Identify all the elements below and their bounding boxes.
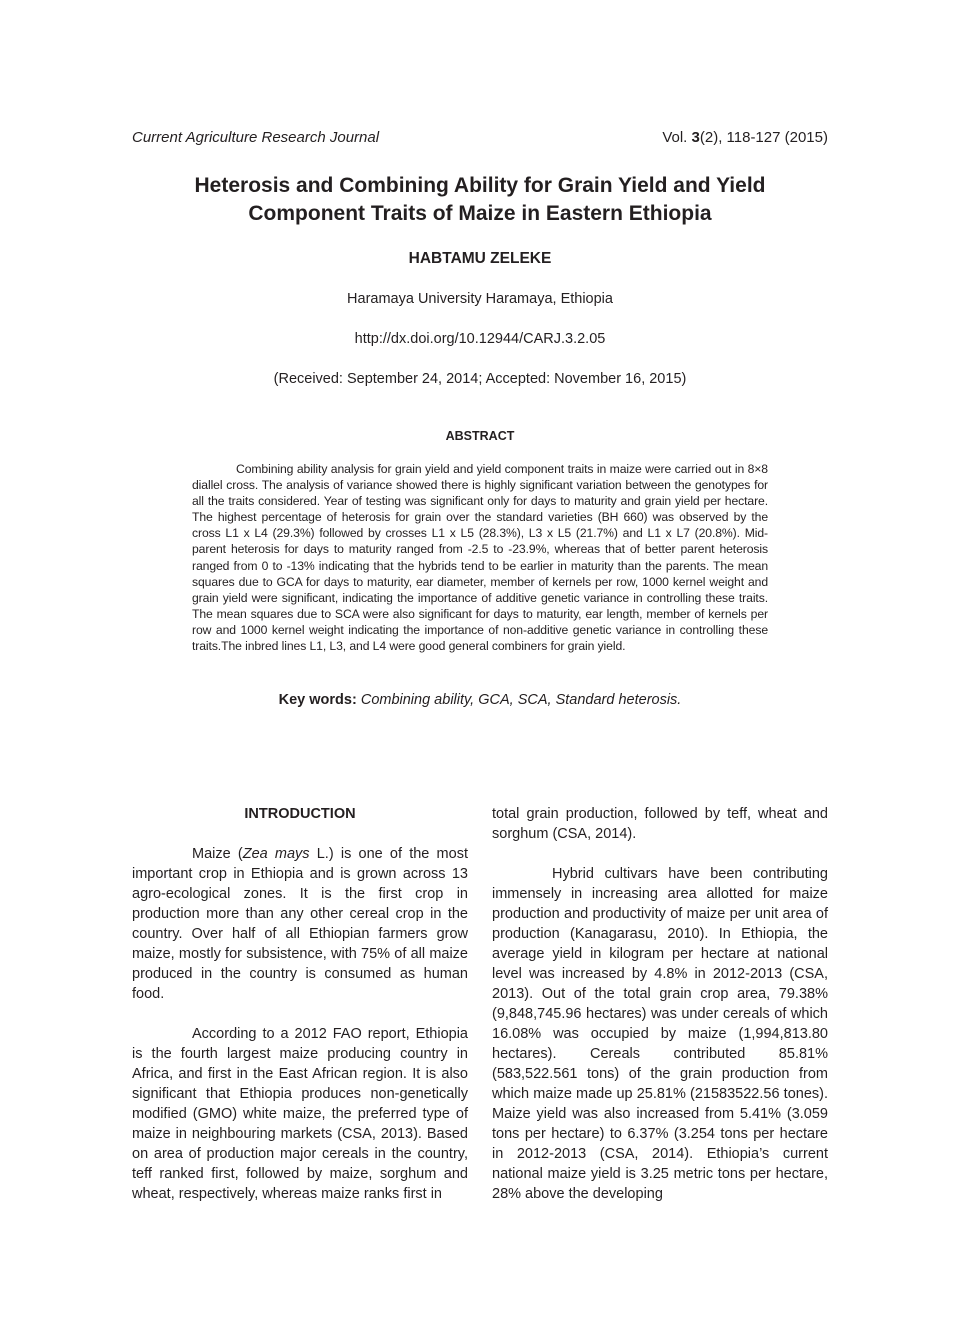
journal-name: Current Agriculture Research Journal xyxy=(132,129,380,146)
introduction-heading: INTRODUCTION xyxy=(244,806,356,822)
intro-paragraph-1-rest: L.) is one of the most important crop in Ethiopia and is grown across 13 agro-ecological zones. It is the first crop in production more than any other cereal crop in the country. Over half of all Ethiopian farmers grow maize, mostly for subsistence, with 75% of all maize produced in the country is consumed as human food. xyxy=(132,846,468,1002)
author-affiliation: Haramaya University Haramaya, Ethiopia xyxy=(347,291,613,307)
keywords xyxy=(0,692,960,708)
volume-number: 3 xyxy=(691,129,700,146)
intro-paragraph-1-start: Maize ( xyxy=(192,846,243,862)
intro-paragraph-2: According to a 2012 FAO report, Ethiopia is the fourth largest maize producing country in Africa, and first in the East African region. It is also significant that Ethiopia produces non-genetically modified (GMO) white maize, the preferred type of maize in neighbouring markets (CSA, 2013). Based on area of production major cereals in the country, teff ranked first, followed by maize, sorghum and wheat, respectively, whereas maize ranks first in xyxy=(132,1026,468,1202)
abstract-heading: ABSTRACT xyxy=(445,429,515,443)
intro-paragraph-2-continued: total grain production, followed by teff, wheat and sorghum (CSA, 2014). xyxy=(492,806,828,842)
intro-paragraph-3: Hybrid cultivars have been contributing immensely in increasing area allotted for maize production and productivity of maize per unit area of production (Kanagarasu, 2010). In Ethiopia, the average yield in kilogram per hectare at national level was increased by 4.8% in 2012-2013 (CSA, 2013). Out of the total grain crop area, 79.38% (9,848,745.96 hectares) was under cereals of which 16.08% was occupied by maize (1,994,813.80 hectares). Cereals contributed 85.81% (583,522.561 tons) of the grain production from which maize made up 25.81% (21583522.56 tones). Maize yield was also increased from 5.41% (3.059 tons per hectare) to 6.37% (3.254 tons per hectare in 2012-2013 (CSA, 2014). Ethiopia’s current national maize yield is 3.25 metric tons per hectare, 28% above the developing xyxy=(492,866,828,1202)
article-title-line-2: Component Traits of Maize in Eastern Ethiopia xyxy=(248,202,712,225)
volume-prefix: Vol. xyxy=(662,129,692,146)
article-title xyxy=(130,172,830,228)
left-column xyxy=(132,804,468,1204)
received-accepted-dates: (Received: September 24, 2014; Accepted: November 16, 2015) xyxy=(273,371,687,387)
species-name: Zea mays xyxy=(242,846,310,862)
abstract-body: Combining ability analysis for grain yield and yield component traits in maize were carried out in 8×8 diallel cross. The analysis of variance showed there is highly significant variation between the genotypes for all the traits considered. Year of testing was significant only for days to maturity and grain yield per hectare. The highest percentage of heterosis for grain over the standard varieties (BH 660) was observed by the cross L1 x L4 (29.3%) followed by crosses L1 x L5 (28.3%), L3 x L5 (21.7%) and L1 x L7 (20.8%). Mid-parent heterosis for days to maturity ranged from -2.5 to -23.9%, whereas that of better parent heterosis ranged from 0 to -13% indicating that the hybrids tend to be earlier in maturity than the parents. The mean squares due to GCA for days to maturity, ear diameter, member of kernels per row, 1000 kernel weight and grain yield were significant, indicating the importance of additive genetic variance in controlling these traits. The mean squares due to SCA were also significant for days to maturity, ear length, member of kernels per row and 1000 kernel weight indicating the importance of non-additive genetic variance in controlling these traits.The inbred lines L1, L3, and L4 were good general combiners for grain yield. xyxy=(192,462,768,654)
article-title-line-1: Heterosis and Combining Ability for Grain Yield and Yield xyxy=(194,174,766,197)
volume-info xyxy=(662,129,828,146)
author-name: HABTAMU ZELEKE xyxy=(408,250,552,267)
right-column xyxy=(492,804,828,1204)
keywords-list: Combining ability, GCA, SCA, Standard heterosis. xyxy=(360,692,682,708)
volume-issue-pages-year: (2), 118-127 (2015) xyxy=(699,129,828,146)
intro-paragraph-1 xyxy=(132,844,468,1004)
keywords-label: Key words: xyxy=(278,692,357,708)
doi-link[interactable]: http://dx.doi.org/10.12944/CARJ.3.2.05 xyxy=(354,331,606,347)
